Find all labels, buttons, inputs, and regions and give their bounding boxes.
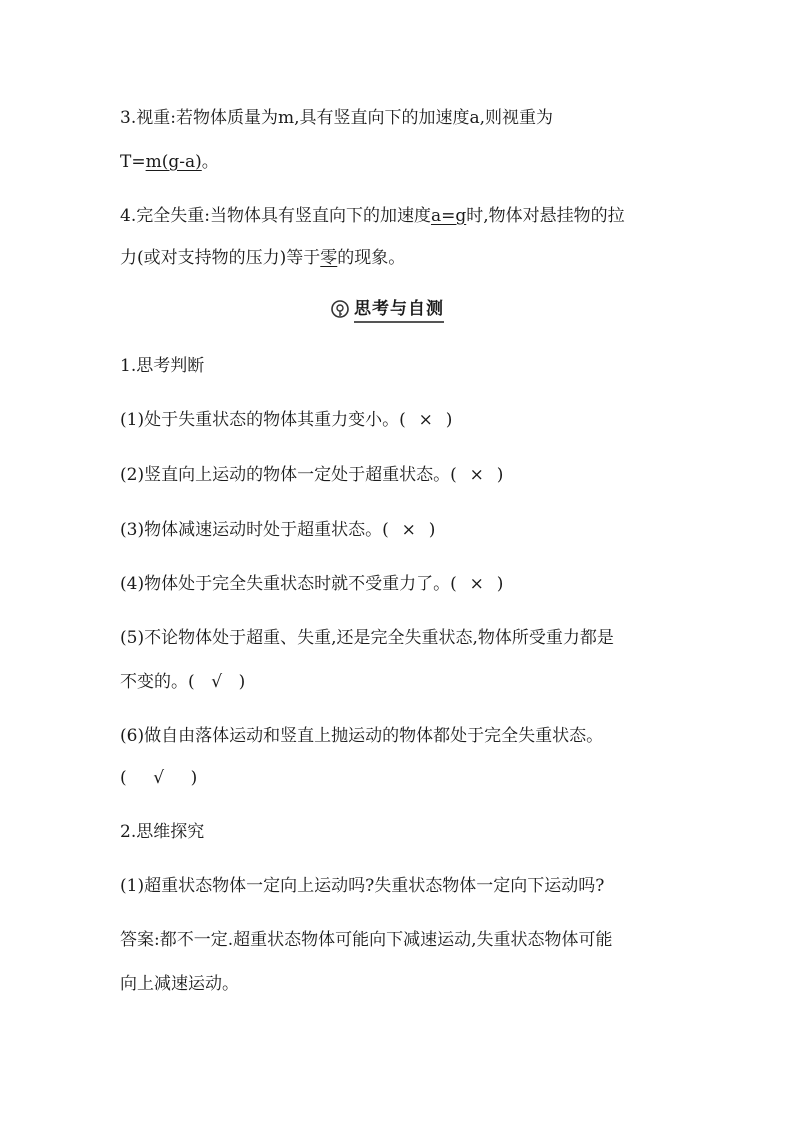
exploration-answer-line1: 答案:都不一定.超重状态物体可能向下减速运动,失重状态物体可能 xyxy=(120,930,613,950)
judgement-item-5-line2: 不变的。( √ ) xyxy=(120,672,246,692)
formula-suffix: 。 xyxy=(201,152,219,172)
formula-prefix: T= xyxy=(120,152,146,172)
cross-mark: × xyxy=(401,520,416,540)
check-mark: √ xyxy=(153,768,165,788)
judgement-item-3: (3)物体减速运动时处于超重状态。( × ) xyxy=(120,520,436,540)
section4-fill-zero: 零 xyxy=(320,248,338,268)
section4-line1-suffix: 时,物体对悬挂物的拉 xyxy=(466,206,625,226)
judgement-item-5-line1: (5)不论物体处于超重、失重,还是完全失重状态,物体所受重力都是 xyxy=(120,628,614,648)
formula-answer: m(g-a) xyxy=(145,152,202,172)
section3-line2 xyxy=(120,150,219,174)
section3-line1: 3.视重:若物体质量为m,具有竖直向下的加速度a,则视重为 xyxy=(120,108,554,128)
thinking-head-icon xyxy=(330,299,350,321)
cross-mark: × xyxy=(469,574,484,594)
section4-line2-prefix: 力(或对支持物的压力)等于 xyxy=(120,248,321,268)
judgement-title: 1.思考判断 xyxy=(120,356,205,376)
judgement-item-4: (4)物体处于完全失重状态时就不受重力了。( × ) xyxy=(120,574,504,594)
heading-title: 思考与自测 xyxy=(354,298,444,323)
section-heading xyxy=(330,296,444,324)
section4-line1 xyxy=(120,204,625,228)
cross-mark: × xyxy=(469,465,484,485)
judgement-item-6-line2: ( √ ) xyxy=(120,768,198,788)
exploration-title: 2.思维探究 xyxy=(120,822,205,842)
judgement-item-1: (1)处于失重状态的物体其重力变小。( × ) xyxy=(120,410,453,430)
section4-line2-suffix: 的现象。 xyxy=(337,248,406,268)
section4-fill-acceleration: a=g xyxy=(430,206,467,226)
judgement-item-6-line1: (6)做自由落体运动和竖直上抛运动的物体都处于完全失重状态。 xyxy=(120,726,604,746)
cross-mark: × xyxy=(418,410,433,430)
section4-line2 xyxy=(120,246,405,270)
section4-line1-prefix: 4.完全失重:当物体具有竖直向下的加速度 xyxy=(120,206,431,226)
exploration-answer-line2: 向上减速运动。 xyxy=(120,974,239,994)
check-mark: √ xyxy=(211,672,223,692)
judgement-item-2: (2)竖直向上运动的物体一定处于超重状态。( × ) xyxy=(120,465,504,485)
exploration-question: (1)超重状态物体一定向上运动吗?失重状态物体一定向下运动吗? xyxy=(120,876,605,896)
